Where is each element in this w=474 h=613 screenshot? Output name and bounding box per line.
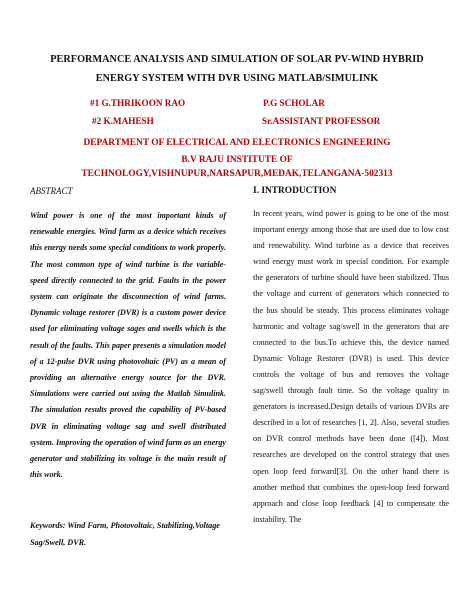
introduction-body: In recent years, wind power is going to be one of the most important energy among those that are used due to low cost and renewability. Wind turbine as a device that receives wind energy must work in special condition. For example the generators of turbine should have been stabilized. Thus the voltage and current of generators which connected to the bus should be steady. This process eliminates voltage harmonic and voltage sag/swell in the generators that are connected to the bus.To achieve this, the device named Dynamic Voltage Restorer (DVR) is used. This device controls the voltage of bus and removes the voltage sag/swell through fault time. So the voltage quality in generators is increased.Design details of various DVRs are described in a lot of researches [1, 2]. Also, several studies on DVR control methods have been done ([4]). Most researches are developed on the control strategy that uses open loop feed forward[3]. On the other hand there is another method that combines the open-loop feed forward approach and close loop feedback [4] to compensate the instability. The bbox=[253, 209, 449, 524]
author-1-role: P.G SCHOLAR bbox=[263, 98, 325, 108]
institute: B.V RAJU INSTITUTE OF TECHNOLOGY,VISHNUPUR,NARSAPUR,MEDAK,TELANGANA-502313 bbox=[81, 155, 393, 179]
author-2-role: Sr.ASSISTANT PROFESSOR bbox=[262, 116, 381, 126]
keywords: Keywords: Wind Farm, Photovoltaic, Stabilizing,Voltage Sag/Swell, DVR. bbox=[30, 521, 220, 547]
department: DEPARTMENT OF ELECTRICAL AND ELECTRONICS ENGINEERING bbox=[83, 138, 391, 148]
author-2-name: #2 K.MAHESH bbox=[92, 116, 154, 126]
author-1-name: #1 G.THRIKOON RAO bbox=[90, 98, 186, 108]
paper-title-line-1: PERFORMANCE ANALYSIS AND SIMULATION OF SOLAR PV-WIND HYBRID bbox=[50, 54, 424, 65]
introduction-heading: I. INTRODUCTION bbox=[253, 186, 337, 196]
abstract-body: Wind power is one of the most important kinds of renewable energies. Wind farm as a device which receives this energy needs some special conditions to work properly. The most common type of wind turbine is the variable-speed directly connected to the grid. Faults in the power system can originate the disconnection of wind farms. Dynamic voltage restorer (DVR) is a custom power device used for eliminating voltage sages and swells which is the result of the faults. This paper presents a simulation model of a 12-pulse DVR using photovoltaic (PV) as a mean of providing an alternative energy source for the DVR. Simulations were carried out using the Matlab Simulink. The simulation results proved the capability of PV-based DVR in eliminating voltage sag and swell distributed system. Improving the operation of wind farm as an energy generator and stabilizing its voltage is the main result of this work. bbox=[30, 211, 226, 480]
abstract-heading: ABSTRACT bbox=[30, 186, 73, 196]
paper-title-line-2: ENERGY SYSTEM WITH DVR USING MATLAB/SIMULINK bbox=[95, 73, 379, 84]
